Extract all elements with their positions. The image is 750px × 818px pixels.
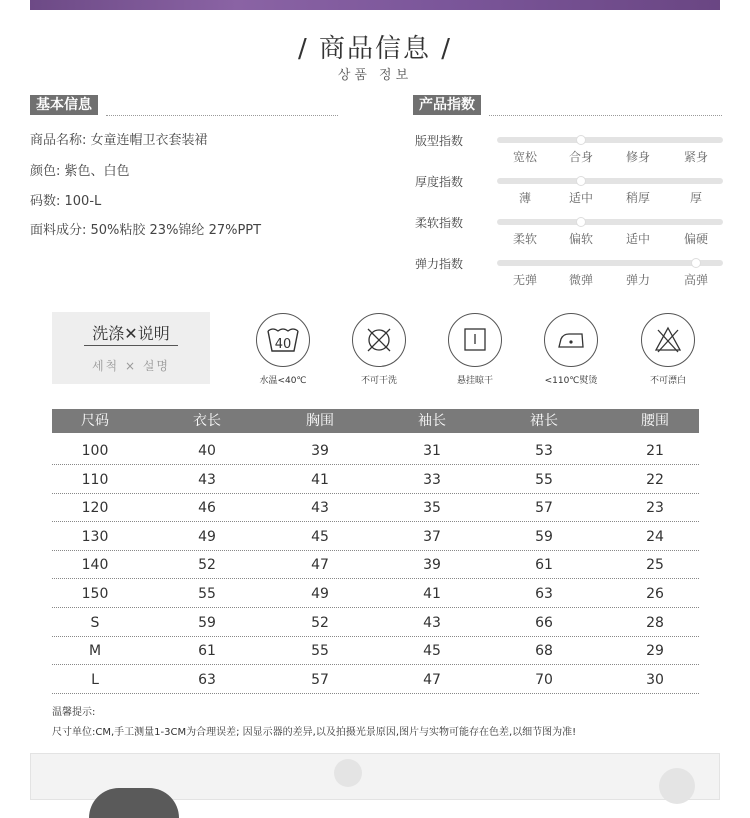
wash-title-underline <box>84 345 178 346</box>
product-color: 颜色: 紫色、白色 <box>30 164 130 179</box>
product-name: 商品名称: 女童连帽卫衣套装裙 <box>30 133 208 148</box>
table-row-divider <box>52 693 699 694</box>
table-cell: 55 <box>198 586 216 602</box>
table-cell: 61 <box>198 643 216 660</box>
index-option: 偏硬 <box>683 232 708 246</box>
table-header-cell: 裙长 <box>530 413 558 429</box>
no-bleach-icon <box>641 313 695 367</box>
index-option: 薄 <box>518 191 531 205</box>
product-fabric: 面料成分: 50%粘胶 23%锦纶 27%PPT <box>30 223 262 238</box>
index-track <box>497 137 723 143</box>
index-option: 紧身 <box>683 150 708 164</box>
table-cell: M <box>88 643 102 660</box>
table-cell: 140 <box>81 557 109 574</box>
wash-subtitle: 세척 × 설명 <box>91 359 171 373</box>
table-cell: 39 <box>423 557 441 574</box>
table-cell: 59 <box>198 614 216 631</box>
index-option: 高弹 <box>683 273 708 287</box>
index-option: 弹力 <box>625 273 650 287</box>
table-cell: 52 <box>311 614 329 631</box>
care-label: 不可漂白 <box>649 376 686 386</box>
table-cell: 37 <box>423 528 441 545</box>
index-option: 宽松 <box>512 150 537 164</box>
table-cell: 24 <box>646 528 664 545</box>
table-cell: 120 <box>81 500 109 517</box>
table-cell: S <box>90 614 100 631</box>
table-cell: 100 <box>81 443 109 459</box>
index-track <box>497 260 723 266</box>
table-header-cell: 腰围 <box>641 413 669 429</box>
table-cell: 21 <box>646 443 664 459</box>
index-option: 修身 <box>625 150 650 164</box>
table-cell: 53 <box>535 443 553 459</box>
product-index-heading: 产品指数 <box>413 95 481 115</box>
table-cell: 66 <box>535 614 553 631</box>
index-option: 适中 <box>568 191 593 205</box>
table-cell: 45 <box>423 643 441 660</box>
no-wash-icon <box>352 313 406 367</box>
bottom-photo-area <box>30 753 720 800</box>
index-track <box>497 219 723 225</box>
care-label: 不可干洗 <box>360 376 397 386</box>
table-cell: 28 <box>646 614 664 631</box>
index-knob <box>576 135 586 145</box>
index-label: 版型指数 <box>415 134 464 148</box>
index-knob <box>576 217 586 227</box>
wash-temp-text: 40 <box>274 337 292 352</box>
notes-title: 温馨提示: <box>52 707 96 718</box>
table-cell: 23 <box>646 500 664 517</box>
care-label: <110℃熨烫 <box>544 376 598 386</box>
table-cell: 63 <box>535 586 553 602</box>
table-cell: 22 <box>646 471 664 488</box>
table-cell: 150 <box>81 586 109 602</box>
index-option: 柔软 <box>512 232 537 246</box>
table-cell: 68 <box>535 643 553 660</box>
wash-40-icon <box>256 313 310 367</box>
index-option: 偏软 <box>568 232 593 246</box>
product-photo-strip <box>30 0 720 10</box>
table-cell: 130 <box>81 528 109 545</box>
table-cell: 39 <box>311 443 329 459</box>
notes-text: 尺寸单位:CM,手工测量1-3CM为合理误差; 因显示器的差异,以及拍摄光景原因,图片与实物可能存在色差,以细节图为准! <box>52 727 577 738</box>
table-cell: 59 <box>535 528 553 545</box>
table-cell: 41 <box>423 586 441 602</box>
table-row-divider <box>52 607 699 608</box>
index-option: 厚 <box>689 191 702 205</box>
index-label: 厚度指数 <box>415 175 464 189</box>
table-header-cell: 尺码 <box>81 413 109 429</box>
table-row-divider <box>52 636 699 637</box>
table-header-cell: 衣长 <box>193 413 221 429</box>
care-label: 水温<40℃ <box>259 376 307 386</box>
table-cell: 43 <box>423 614 441 631</box>
table-cell: 33 <box>423 471 441 488</box>
index-track <box>497 178 723 184</box>
table-cell: 55 <box>535 471 553 488</box>
iron-icon <box>544 313 598 367</box>
table-cell: 47 <box>311 557 329 574</box>
index-option: 无弹 <box>512 273 537 287</box>
table-cell: 47 <box>423 671 441 688</box>
table-cell: 110 <box>81 471 109 488</box>
table-cell: 29 <box>646 643 664 660</box>
table-cell: 49 <box>311 586 329 602</box>
hang-dry-icon <box>448 313 502 367</box>
table-row-divider <box>52 464 699 465</box>
care-label: 悬挂晾干 <box>456 376 493 386</box>
table-cell: 52 <box>198 557 216 574</box>
table-cell: 43 <box>311 500 329 517</box>
table-header-cell: 胸围 <box>306 413 334 429</box>
table-cell: 57 <box>535 500 553 517</box>
table-cell: 26 <box>646 586 664 602</box>
index-knob <box>691 258 701 268</box>
table-cell: 70 <box>535 671 553 688</box>
table-cell: 31 <box>423 443 441 459</box>
table-cell: 46 <box>198 500 216 517</box>
table-cell: 49 <box>198 528 216 545</box>
size-table-header <box>52 409 699 433</box>
divider <box>489 115 722 116</box>
table-cell: 40 <box>198 443 216 459</box>
table-row-divider <box>52 550 699 551</box>
index-label: 弹力指数 <box>415 257 464 271</box>
table-cell: 43 <box>198 471 216 488</box>
basic-info-heading: 基本信息 <box>30 95 98 115</box>
table-cell: 30 <box>646 671 664 688</box>
index-option: 合身 <box>568 150 593 164</box>
table-row-divider <box>52 493 699 494</box>
index-knob <box>576 176 586 186</box>
table-row-divider <box>52 578 699 579</box>
table-cell: L <box>91 671 99 688</box>
table-cell: 63 <box>198 671 216 688</box>
page-title: / 商品信息 / <box>297 34 453 64</box>
index-option: 稍厚 <box>625 191 650 205</box>
table-header-cell: 袖长 <box>418 413 446 429</box>
table-row-divider <box>52 664 699 665</box>
table-cell: 57 <box>311 671 329 688</box>
index-label: 柔软指数 <box>415 216 464 230</box>
table-cell: 35 <box>423 500 441 517</box>
table-cell: 45 <box>311 528 329 545</box>
index-option: 适中 <box>625 232 650 246</box>
page-subtitle: 상품 정보 <box>337 68 413 83</box>
product-sizes: 码数: 100-L <box>30 194 102 209</box>
wash-title: 洗涤✕说明 <box>92 324 170 343</box>
table-row-divider <box>52 521 699 522</box>
index-option: 微弹 <box>568 273 593 287</box>
table-cell: 25 <box>646 557 664 574</box>
table-cell: 61 <box>535 557 553 574</box>
table-cell: 41 <box>311 471 329 488</box>
divider <box>106 115 338 116</box>
table-cell: 55 <box>311 643 329 660</box>
